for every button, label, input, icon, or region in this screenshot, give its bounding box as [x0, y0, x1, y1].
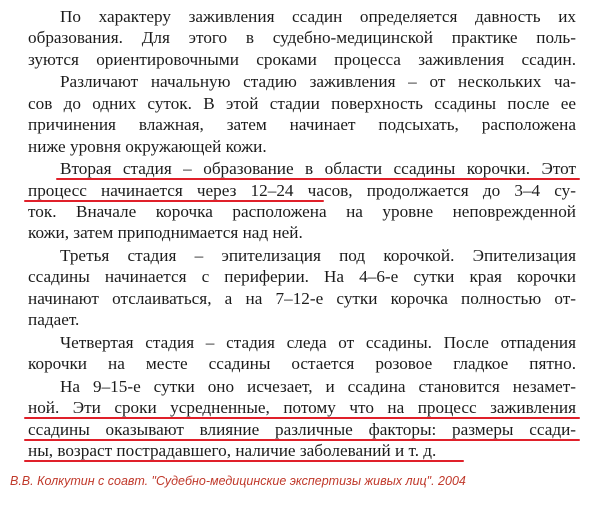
- text-line: На 9–15-е сутки оно исчезает, и ссадина становится незамет-: [60, 376, 576, 396]
- highlighted-text-line: ной. Эти сроки усредненные, потому что на процесс заживления: [28, 398, 576, 418]
- highlighted-text-line: Вторая стадия – образование в области ссадины корочки. Этот: [60, 159, 576, 179]
- highlighted-text-line: ны, возраст пострадавшего, наличие заболеваний и т. д.: [28, 440, 576, 461]
- text-line: Четвертая стадия – стадия следа от ссадины. После отпадения: [60, 332, 576, 352]
- highlighted-text-line: ссадины оказывают влияние различные факторы: размеры ссади-: [28, 419, 576, 439]
- text-line: ссадины начинается с периферии. На 4–6-е сутки края корочки: [28, 267, 576, 287]
- text-line: падает.: [28, 310, 80, 330]
- text-line: зуются ориентировочными сроками процесса заживления ссадин.: [28, 49, 576, 69]
- text-line: образования. Для этого в судебно-медицинской практике поль-: [28, 28, 576, 48]
- highlighted-text-line: процесс начинается через 12–24 часов, продолжается до 3–4 су-: [28, 180, 576, 200]
- text-line: ниже уровня окружающей кожи.: [28, 136, 267, 156]
- source-caption: В.В. Колкутин с соавт. "Судебно-медицинские экспертизы живых лиц". 2004: [10, 474, 466, 488]
- text-line: корочки на месте ссадины остается розовое гладкое пятно.: [28, 354, 576, 374]
- text-line: По характеру заживления ссадин определяется давность их: [60, 7, 576, 26]
- text-line: ток. Вначале корочка расположена на уровне неповрежденной: [28, 202, 576, 221]
- text-line: начинают отслаиваться, а на 7–12-е сутки корочка полностью от-: [28, 288, 576, 308]
- text-line: кожи, затем приподнимается над ней.: [28, 223, 303, 243]
- text-line: сов до одних суток. В этой стадии поверхность ссадины после ее: [28, 93, 576, 113]
- text-line: причинения влажная, затем начинает подсыхать, расположена: [28, 115, 576, 135]
- text-line: Различают начальную стадию заживления – от нескольких ча-: [60, 72, 576, 92]
- text-line: Третья стадия – эпителизация под корочкой. Эпителизация: [60, 246, 576, 265]
